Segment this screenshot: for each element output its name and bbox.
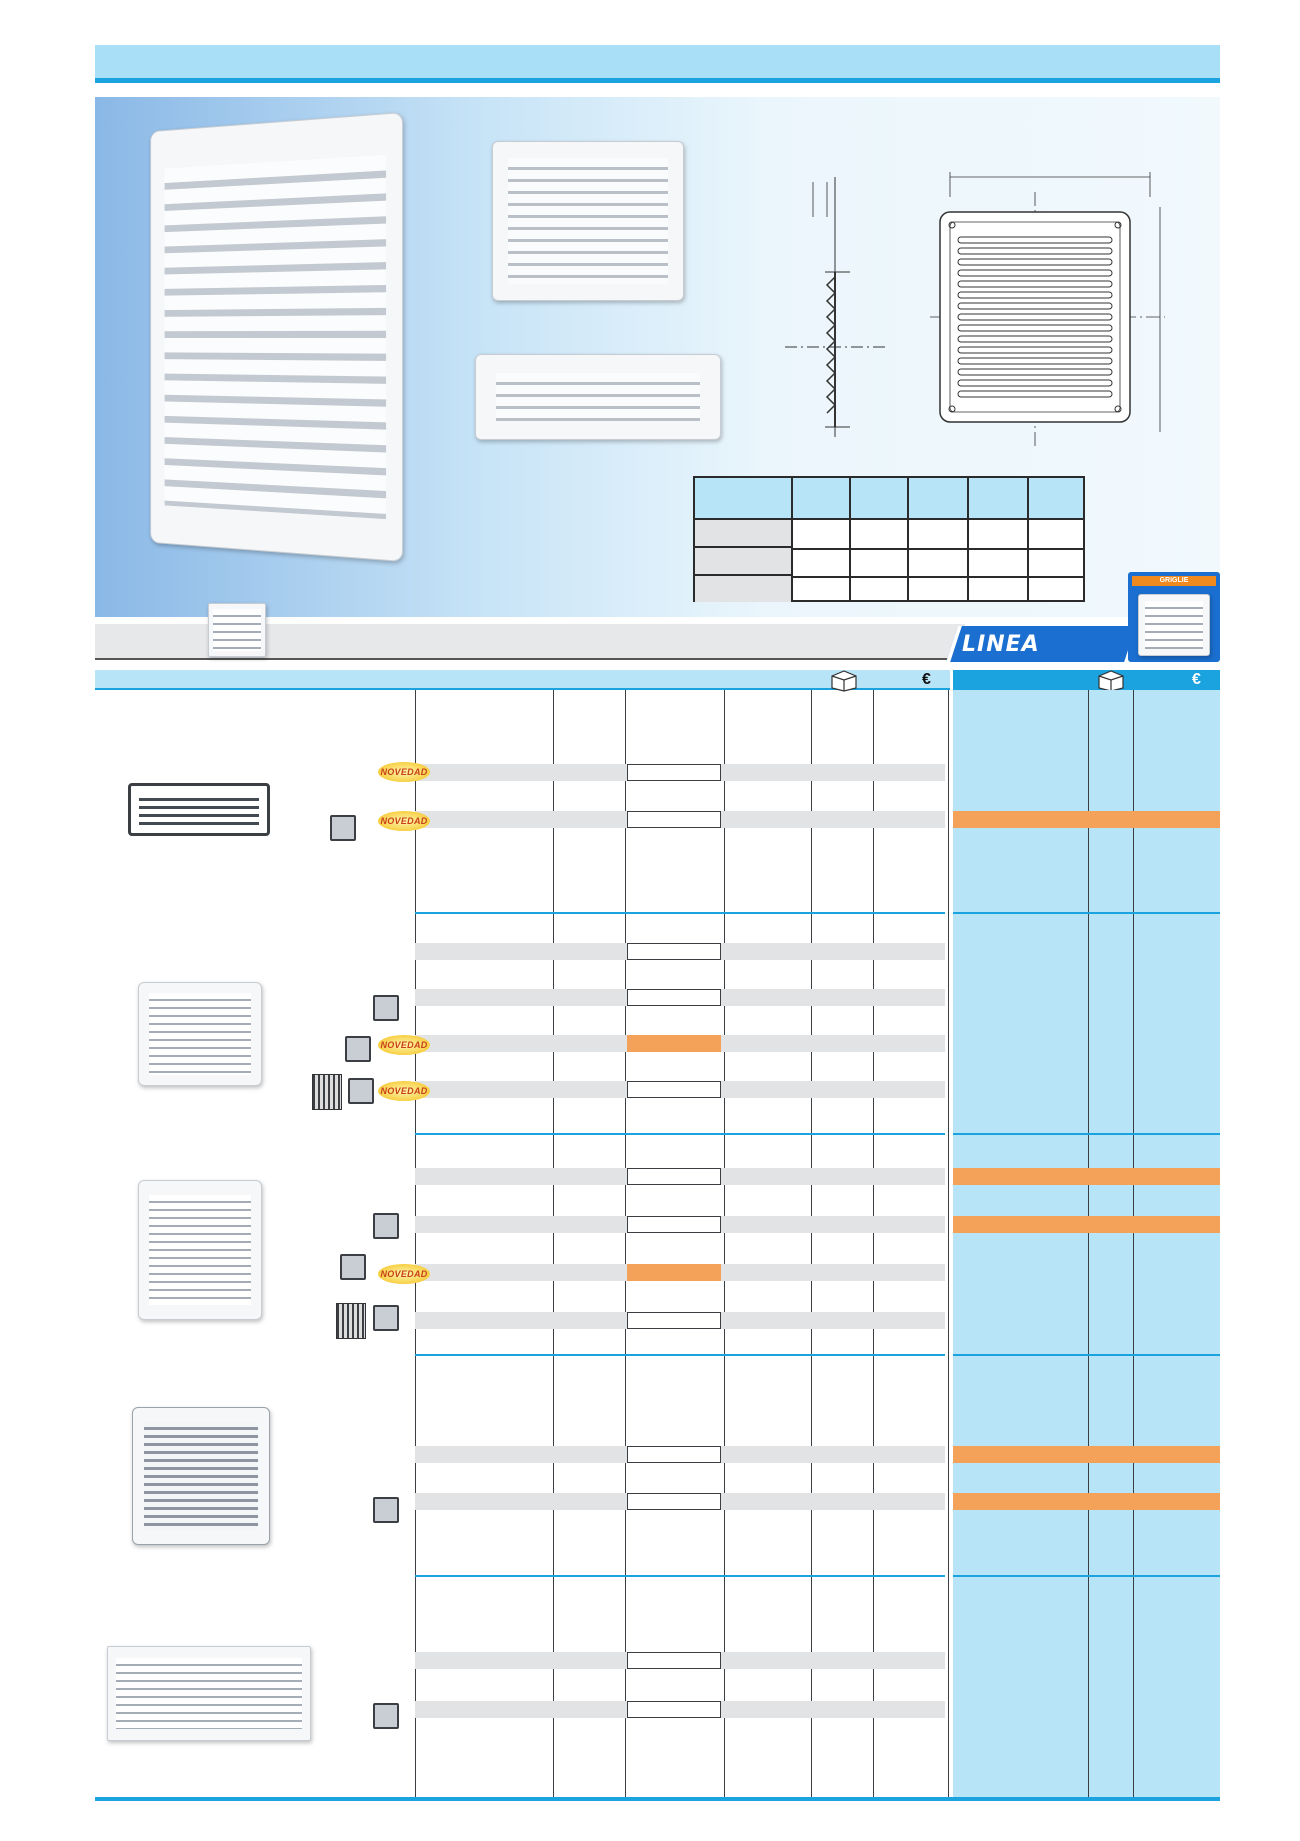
- medium-grille-photo: [492, 141, 684, 301]
- table-header-bar-right: [953, 670, 1220, 690]
- spec-table-row-2: [695, 548, 791, 576]
- blister-column-panel: [953, 690, 1220, 1799]
- col-line: [625, 690, 626, 1799]
- blister-row-highlight: [953, 1446, 1220, 1463]
- novedad-badge: NOVEDAD: [378, 1081, 430, 1101]
- code-box: [627, 764, 721, 781]
- accessory-square-icon: [348, 1078, 374, 1104]
- col-line: [415, 690, 416, 1799]
- code-box: [627, 1493, 721, 1510]
- bottom-rule: [95, 1797, 1220, 1801]
- section-divider: [415, 1133, 945, 1135]
- accessory-square-icon: [345, 1036, 371, 1062]
- product-grille-small: [138, 982, 262, 1086]
- spec-row-divider: [791, 548, 1083, 550]
- spec-col-divider: [967, 478, 969, 602]
- col-line: [553, 690, 554, 1799]
- accessory-frame-icon: [336, 1303, 366, 1339]
- section-divider-right: [953, 1575, 1220, 1577]
- spec-table-row-3: [695, 576, 791, 602]
- col-line: [724, 690, 725, 1799]
- code-box: [627, 1216, 721, 1233]
- front-view-drawing: [930, 167, 1170, 457]
- novedad-badge: NOVEDAD: [378, 762, 430, 782]
- spec-col-divider: [791, 478, 793, 602]
- code-box: [627, 1701, 721, 1718]
- hero-image-area: [95, 97, 1220, 617]
- novedad-badge: NOVEDAD: [378, 1035, 430, 1055]
- blister-pack-image: [1128, 572, 1220, 662]
- col-line-right: [1088, 690, 1089, 1799]
- novedad-badge: NOVEDAD: [378, 811, 430, 831]
- section-divider: [415, 912, 945, 914]
- col-line: [811, 690, 812, 1799]
- top-title-band: [95, 45, 1220, 83]
- spec-table: [693, 476, 1085, 602]
- code-box: [627, 1652, 721, 1669]
- side-profile-drawing: [775, 177, 895, 437]
- col-line: [873, 690, 874, 1799]
- accessory-square-icon: [373, 1497, 399, 1523]
- product-rect-dark-grille: [128, 783, 270, 836]
- accessory-square-icon: [330, 815, 356, 841]
- blister-row-highlight: [953, 1168, 1220, 1185]
- box-icon-right: [1095, 668, 1127, 692]
- rectangular-grille-photo: [475, 354, 721, 440]
- code-box-highlight: [627, 1035, 721, 1052]
- accessory-frame-icon: [312, 1074, 342, 1110]
- blister-row-highlight: [953, 1216, 1220, 1233]
- accessory-square-icon: [373, 995, 399, 1021]
- code-box: [627, 1168, 721, 1185]
- large-grille-photo: [150, 112, 403, 562]
- accessory-square-icon: [373, 1305, 399, 1331]
- code-box-highlight: [627, 1264, 721, 1281]
- code-box: [627, 1081, 721, 1098]
- col-line: [948, 690, 949, 1799]
- blister-row-highlight: [953, 811, 1220, 828]
- code-box: [627, 1446, 721, 1463]
- section-divider-right: [953, 912, 1220, 914]
- blister-pack-label: GRIGLIE: [1132, 576, 1216, 586]
- product-grille-wide: [107, 1646, 311, 1741]
- code-box: [627, 989, 721, 1006]
- code-box: [627, 943, 721, 960]
- euro-header-right: €: [1192, 671, 1201, 688]
- spec-table-row-1: [695, 520, 791, 548]
- spec-col-divider: [849, 478, 851, 602]
- spec-col-divider: [907, 478, 909, 602]
- linea-blister-title: LINEA: [962, 632, 1040, 657]
- novedad-badge: NOVEDAD: [378, 1264, 430, 1284]
- table-header-bar: [95, 670, 950, 690]
- spec-col-divider: [1027, 478, 1029, 602]
- section-divider: [415, 1354, 945, 1356]
- spec-row-divider: [791, 576, 1083, 578]
- blister-row-highlight: [953, 1493, 1220, 1510]
- code-box: [627, 1312, 721, 1329]
- product-grille-large: [132, 1407, 270, 1545]
- product-grille-medium: [138, 1180, 262, 1320]
- spec-table-header-row: [695, 478, 1083, 520]
- euro-header: €: [922, 671, 931, 688]
- section-divider-right: [953, 1354, 1220, 1356]
- accessory-square-icon: [373, 1213, 399, 1239]
- code-box: [627, 811, 721, 828]
- section-divider: [415, 1575, 945, 1577]
- section-divider-right: [953, 1133, 1220, 1135]
- box-icon: [828, 668, 860, 692]
- col-line-right: [1133, 690, 1134, 1799]
- category-thumb: [208, 603, 266, 657]
- accessory-square-icon: [340, 1254, 366, 1280]
- accessory-square-icon: [373, 1703, 399, 1729]
